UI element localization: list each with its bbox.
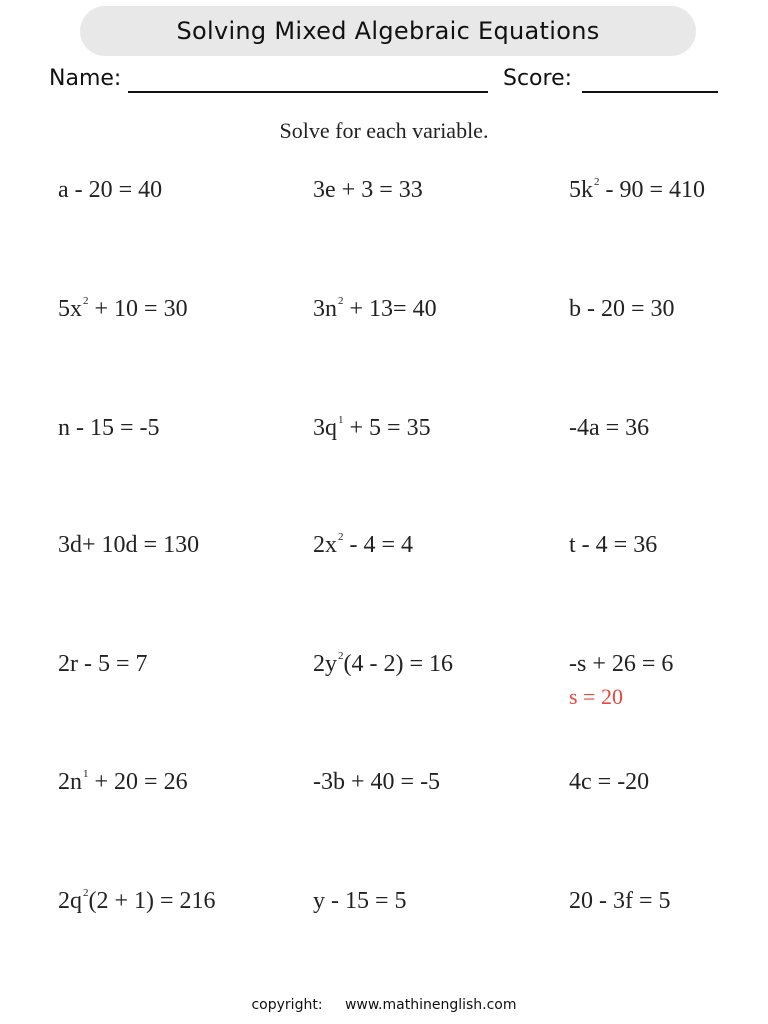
equation-text: t - 4 = 36 (569, 532, 658, 558)
equation-text: 3q (313, 415, 337, 441)
exponent: 2 (83, 887, 89, 899)
problem-item (58, 173, 162, 207)
equation-text: 2n (58, 769, 82, 795)
equation-text-rest: - 4 = 4 (343, 532, 414, 558)
problem-item (58, 292, 188, 326)
copyright-label: copyright: (251, 997, 323, 1013)
student-header (0, 64, 768, 100)
problem-item (313, 647, 453, 681)
problem-item (58, 528, 199, 562)
equation-text: 2y (313, 651, 337, 677)
title-banner (80, 6, 696, 56)
problem-item (313, 765, 440, 799)
problem-item (569, 528, 657, 562)
equation-text-rest: + 20 = 26 (88, 769, 188, 795)
copyright-url: www.mathinenglish.com (344, 997, 517, 1013)
problem-item (569, 765, 649, 799)
problem-item (313, 528, 413, 562)
equation-text: 3e + 3 = 33 (313, 177, 423, 203)
equation-text: -3b + 40 = -5 (313, 769, 441, 795)
name-field[interactable] (128, 91, 488, 93)
score-label: Score: (503, 66, 573, 91)
exponent: 2 (338, 650, 344, 662)
problem-item (569, 411, 649, 445)
problem-item (58, 884, 216, 918)
equation-text: 3n (313, 296, 337, 322)
equation-text: -4a = 36 (569, 415, 650, 441)
equation-text: 3d+ 10d = 130 (58, 532, 200, 558)
equation-text: y - 15 = 5 (313, 888, 407, 914)
problem-item (569, 173, 705, 207)
equation-text: b - 20 = 30 (569, 296, 675, 322)
equation-text: 5x (58, 296, 82, 322)
equation-text-rest: - 90 = 410 (599, 177, 706, 203)
problem-item (58, 647, 148, 681)
problem-item (58, 765, 188, 799)
problem-item (313, 173, 423, 207)
exponent: 2 (594, 176, 600, 188)
equation-text: a - 20 = 40 (58, 177, 163, 203)
exponent: 1 (83, 768, 89, 780)
equation-text-rest: + 10 = 30 (88, 296, 188, 322)
problem-item (313, 411, 431, 445)
equation-text-rest: (4 - 2) = 16 (343, 651, 454, 677)
exponent: 1 (338, 414, 344, 426)
exponent: 2 (338, 295, 344, 307)
exponent: 2 (83, 295, 89, 307)
problem-item (313, 292, 437, 326)
exponent: 2 (338, 531, 344, 543)
equation-text: 20 - 3f = 5 (569, 888, 671, 914)
equation-text: 4c = -20 (569, 769, 650, 795)
problem-item (569, 647, 673, 681)
equation-text-rest: + 13= 40 (343, 296, 437, 322)
instructions: Solve for each variable. (279, 118, 489, 143)
page-title: Solving Mixed Algebraic Equations (176, 17, 600, 45)
equation-text: 5k (569, 177, 593, 203)
problem-item (569, 292, 675, 326)
answer-text: s = 20 (569, 684, 623, 709)
equation-text: 2r - 5 = 7 (58, 651, 148, 677)
equation-text-rest: + 5 = 35 (343, 415, 431, 441)
equation-text-rest: (2 + 1) = 216 (88, 888, 216, 914)
footer (0, 997, 768, 1013)
equation-text: 2q (58, 888, 82, 914)
score-field[interactable] (582, 91, 718, 93)
name-label: Name: (49, 66, 122, 91)
problem-item (58, 411, 160, 445)
equation-text: -s + 26 = 6 (569, 651, 674, 677)
equation-text: n - 15 = -5 (58, 415, 160, 441)
problem-item (313, 884, 407, 918)
equation-text: 2x (313, 532, 337, 558)
problem-item (569, 884, 671, 918)
